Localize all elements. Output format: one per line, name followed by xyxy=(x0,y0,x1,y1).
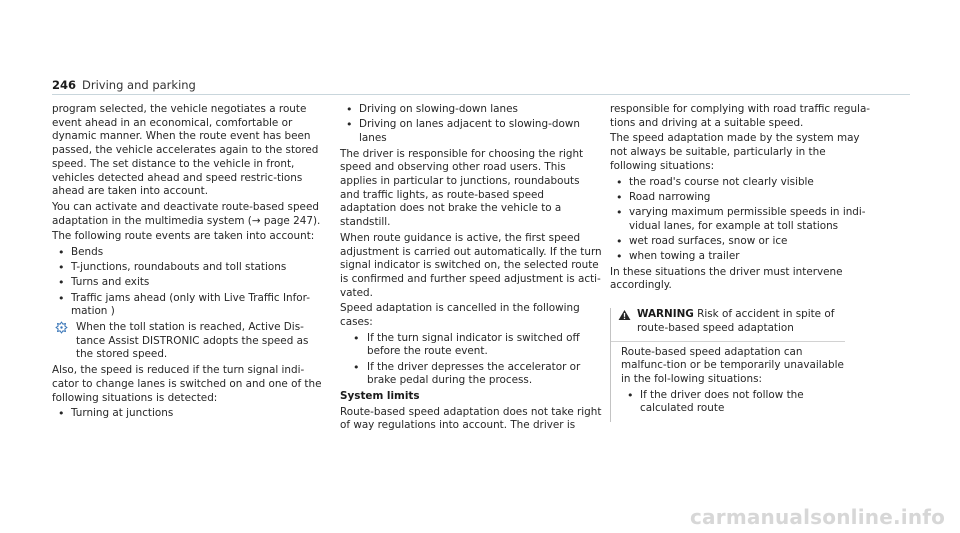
list-item: • Driving on lanes adjacent to slowing-down lanes xyxy=(340,118,602,145)
list-item: • Turning at junctions xyxy=(52,407,322,421)
warning-title: Risk of accident in spite of route-based speed adaptation xyxy=(637,308,835,334)
page-number: 246 xyxy=(52,78,77,92)
list-item: • wet road surfaces, snow or ice xyxy=(610,235,872,249)
list-item: • Traffic jams ahead (only with Live Traffic Infor-mation ) xyxy=(52,292,322,319)
column-1 xyxy=(52,103,322,423)
warning-body xyxy=(611,346,845,417)
list-item: • T-junctions, roundabouts and toll stations xyxy=(52,261,322,275)
column-2 xyxy=(340,103,602,435)
paragraph: Speed adaptation is cancelled in the following cases: xyxy=(340,302,580,329)
column-3 xyxy=(610,103,872,422)
list-item: • If the turn signal indicator is switched off before the route event. xyxy=(340,332,602,359)
cancel-cases-list xyxy=(340,332,602,388)
info-note-icon xyxy=(55,321,68,334)
paragraph: Route-based speed adaptation does not take right of way regulations into account. The driver is xyxy=(340,405,602,432)
paragraph: When route guidance is active, the first speed adjustment is carried out automatically. If the turn signal indicator is switched on, the selected route is confirmed and further speed adjustment is acti-vated. xyxy=(340,231,602,299)
warning-items-list xyxy=(621,389,845,416)
paragraph: Route-based speed adaptation can malfunc-tion or be temporarily unavailable in the fol-lowing situations: xyxy=(621,345,844,385)
warning-label: WARNING xyxy=(637,308,694,321)
warning-header xyxy=(611,308,845,338)
paragraph: The following route events are taken into account: xyxy=(52,230,315,243)
situations-list xyxy=(610,176,872,264)
paragraph: Also, the speed is reduced if the turn signal indi-cator to change lanes is switched on and one of the following situations is detected: xyxy=(52,364,322,404)
note xyxy=(52,321,322,362)
turn-situations-list xyxy=(52,407,322,421)
lane-items-list xyxy=(340,103,602,146)
list-item: • Turns and exits xyxy=(52,276,322,290)
paragraph: In these situations the driver must intervene accordingly. xyxy=(610,265,843,292)
list-item: • Bends xyxy=(52,246,322,260)
paragraph: You can activate and deactivate route-based speed adaptation in the multimedia system (→ page 247). xyxy=(52,200,321,227)
header-section-title: Driving and parking xyxy=(82,78,196,92)
paragraph: responsible for complying with road traffic regula-tions and driving at a suitable speed. xyxy=(610,103,871,129)
note-text: When the toll station is reached, Active Dis-tance Assist DISTRONIC adopts the speed as the stored speed. xyxy=(76,321,309,361)
route-events-list xyxy=(52,246,322,319)
list-item: • when towing a trailer xyxy=(610,250,872,264)
list-item: • the road's course not clearly visible xyxy=(610,176,872,190)
list-item: • Driving on slowing-down lanes xyxy=(340,103,602,117)
warning-box xyxy=(610,308,845,422)
warning-triangle-icon xyxy=(618,309,631,321)
list-item: • varying maximum permissible speeds in indi-vidual lanes, for example at toll stations xyxy=(610,206,872,233)
list-item: • If the driver depresses the accelerator or brake pedal during the process. xyxy=(340,361,602,388)
paragraph: program selected, the vehicle negotiates a route event ahead in an economical, comfortable or dynamic manner. When the route event has been passed, the vehicle accelerates again to the stored speed. The set distance to the vehicle in front, vehicles detected ahead and speed restric-tions ahead are taken into account. xyxy=(52,103,319,198)
page-header xyxy=(52,74,910,95)
watermark: carmanualsonline.info xyxy=(690,505,946,529)
list-item: • If the driver does not follow the calculated route xyxy=(621,389,845,416)
warning-divider xyxy=(611,341,845,342)
system-limits-heading: System limits xyxy=(340,390,420,403)
paragraph: The speed adaptation made by the system may not always be suitable, particularly in the following situations: xyxy=(610,132,860,172)
list-item: • Road narrowing xyxy=(610,191,872,205)
paragraph: The driver is responsible for choosing the right speed and observing other road users. This applies in particular to junctions, roundabouts and traffic lights, as route-based speed adaptation does not brake the vehicle to a standstill. xyxy=(340,147,584,229)
